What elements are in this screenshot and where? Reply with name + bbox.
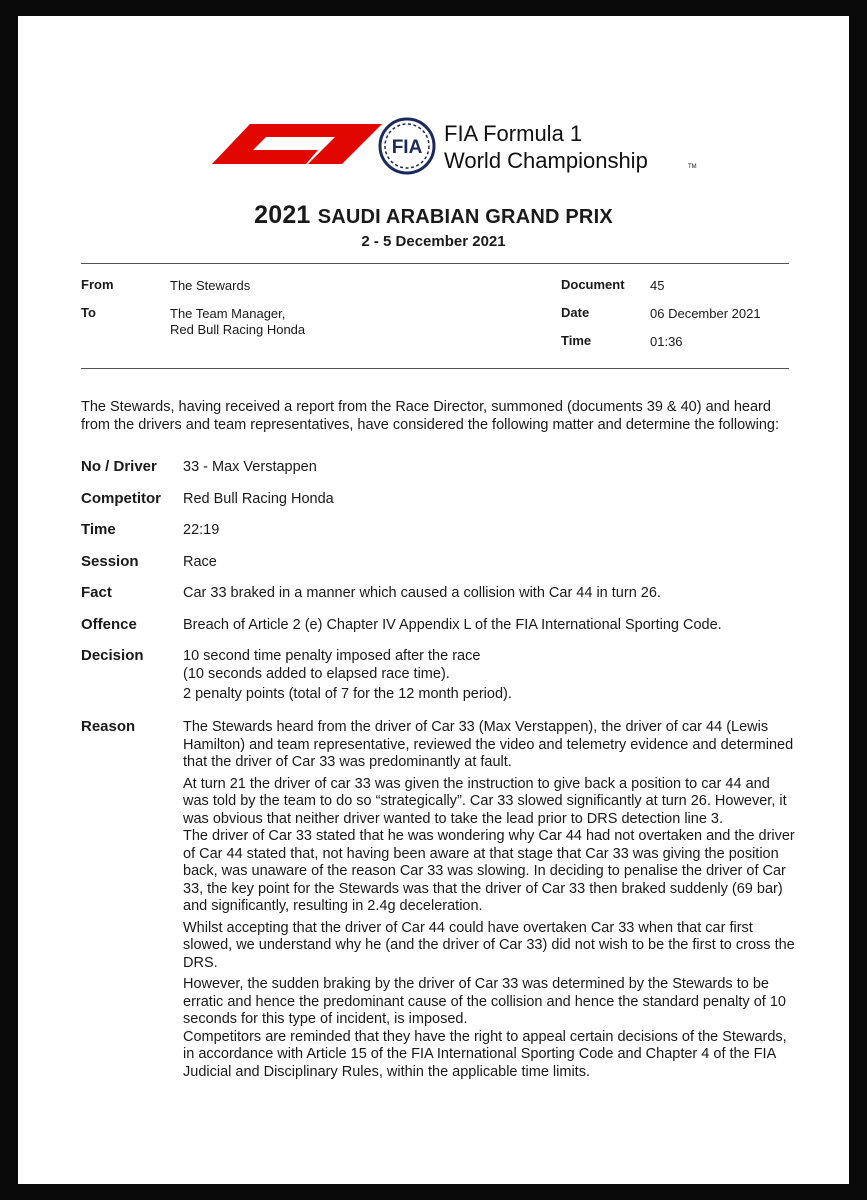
document-label: Document [561, 277, 625, 292]
from-label: From [81, 277, 114, 292]
date-label: Date [561, 305, 590, 320]
driver-label: No / Driver [81, 458, 157, 475]
header-top-rule [81, 263, 789, 264]
fia-badge-icon [380, 119, 434, 173]
competitor-label: Competitor [81, 490, 161, 507]
fact-value: Car 33 braked in a manner which caused a collision with Car 44 in turn 26. [183, 585, 661, 601]
decision-line-2: (10 seconds added to elapsed race time). [183, 665, 450, 682]
competitor-value: Red Bull Racing Honda [183, 491, 334, 507]
event-year: 2021 [254, 201, 311, 229]
reason-paragraph: However, the sudden braking by the driver of Car 33 was determined by the Stewards to be erratic and hence the predominant cause of the collision and hence the standard penalty of 10 seconds for this type of incident, is imposed. [183, 976, 786, 1027]
session-label: Session [81, 553, 139, 570]
event-title [18, 201, 849, 230]
decision-value [183, 648, 795, 704]
document-page [18, 16, 849, 1184]
reason-paragraph: Competitors are reminded that they have the right to appeal certain decisions of the Stewards, in accordance with Article 15 of the FIA International Sporting Code and Chapter 4 of the FIA Judicial and Disciplinary Rules, within the applicable time limits. [183, 1028, 787, 1080]
brand-line-2: World Championship [444, 148, 648, 173]
reason-label: Reason [81, 718, 136, 735]
reason-body [183, 719, 795, 1081]
offence-label: Offence [81, 616, 137, 633]
date-value: 06 December 2021 [650, 306, 761, 321]
event-dates: 2 - 5 December 2021 [361, 233, 506, 250]
offence-value: Breach of Article 2 (e) Chapter IV Appendix L of the FIA International Sporting Code. [183, 617, 722, 633]
session-value: Race [183, 554, 217, 570]
decision-line-1: 10 second time penalty imposed after the race [183, 648, 481, 664]
to-label: To [81, 305, 96, 320]
to-value-line-2: Red Bull Racing Honda [170, 322, 306, 337]
decision-label: Decision [81, 647, 144, 664]
time-of-incident-value: 22:19 [183, 522, 220, 538]
reason-paragraph: At turn 21 the driver of car 33 was given the instruction to give back a position to car 44 and was told by the team to do so “strategically”. Car 33 slowed significantly at turn 26. However, it was obvious that neither driver wanted to take the lead prior to DRS detection line 3. [183, 775, 787, 827]
fia-badge-text: FIA [391, 137, 423, 158]
reason-paragraph: The Stewards heard from the driver of Car 33 (Max Verstappen), the driver of car 44 (Lewis Hamilton) and team representative, reviewed the video and telemetry evidence and determined that the driver of Car 33 was predominantly at fault. [183, 719, 794, 770]
brand-line-1: FIA Formula 1 [444, 121, 583, 146]
to-value [170, 306, 305, 338]
from-value: The Stewards [170, 278, 251, 293]
fact-label: Fact [81, 584, 112, 601]
intro-paragraph: The Stewards, having received a report from the Race Director, summoned (documents 39 & 40) and heard from the drivers and team representatives, have considered the following matter and determine the following: [81, 399, 779, 433]
time-label: Time [561, 333, 592, 348]
decision-line-3: 2 penalty points (total of 7 for the 12 month period). [183, 686, 512, 702]
reason-paragraph: Whilst accepting that the driver of Car 44 could have overtaken Car 33 when that car first slowed, we understand why he (and the driver of Car 33) did not wish to be the first to cross the DRS. [183, 919, 795, 971]
document-value: 45 [650, 278, 665, 293]
time-value: 01:36 [650, 334, 683, 349]
reason-paragraph: The driver of Car 33 stated that he was wondering why Car 44 had not overtaken and the driver of Car 44 stated that, not having been aware at that stage that Car 33 was giving the position back, was unaware of the reason Car 33 was slowing. In deciding to penalise the driver of Car 33, the key point for the Stewards was that the driver of Car 33 then braked suddenly (69 bar) and significantly, resulting in 2.4g deceleration. [183, 828, 795, 914]
header-bottom-rule [81, 368, 789, 369]
f1-fia-logo [212, 116, 712, 176]
event-name: SAUDI ARABIAN GRAND PRIX [317, 206, 613, 228]
driver-value: 33 - Max Verstappen [183, 459, 317, 475]
trademark-mark: TM [688, 164, 697, 170]
time-of-incident-label: Time [81, 521, 116, 538]
f1-logo-icon [212, 124, 382, 164]
to-value-line-1: The Team Manager, [170, 306, 286, 321]
